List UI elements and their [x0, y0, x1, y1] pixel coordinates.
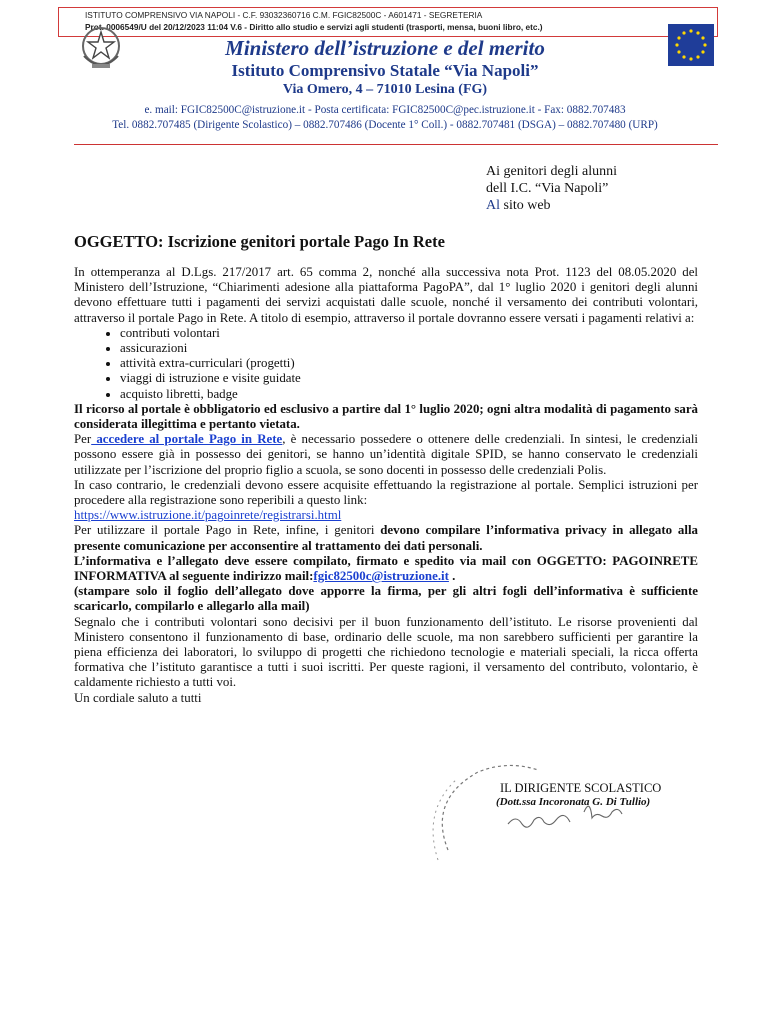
list-item: • attività extra-curriculari (progetti): [120, 356, 698, 371]
recipient-line-2: dell I.C. “Via Napoli”: [486, 181, 609, 196]
contributions-paragraph: Segnalo che i contributi volontari sono decisivi per il buon funzionamento dell’istituto. Le risorse provenienti dal Ministero consentono il funzionamento di base, ordinario delle scuole, ma non sarebbero sufficienti per garantire la piena efficienza dei laboratori, lo sviluppo di progetti che richiedono tecnologie e materiali speciali, la ricca offerta formativa che l’istituto garantisce a tutti i suoi iscritti. Per queste ragioni, il versamento del contributo, volontario, è caldamente richiesto a tutti voi.: [74, 614, 698, 690]
registration-url-link[interactable]: https://www.istruzione.it/pagoinrete/registrarsi.html: [74, 508, 342, 523]
letter-subject: OGGETTO: Iscrizione genitori portale Pago In Rete: [74, 232, 445, 251]
mandatory-notice: Il ricorso al portale è obbligatorio ed esclusivo a partire dal 1° luglio 2020; ogni altra modalità di pagamento sarà considerata illegittima e pertanto vietata.: [74, 401, 698, 432]
credentials-paragraph: Per accedere al portale Pago in Rete, è necessario possedere o ottenere delle credenziali. In sintesi, le credenziali possono essere già in possesso dei genitori, se hanno un’identità digitale SPID, se hanno conservato le credenziali utilizzate per l’iscrizione del proprio figlio a scuola, se sono docenti in possesso delle credenziali Polis.: [74, 432, 698, 477]
list-item: • viaggi di istruzione e visite guidate: [120, 371, 698, 386]
ministry-title: Ministero dell’istruzione e del merito: [225, 36, 545, 60]
intro-paragraph: In ottemperanza al D.Lgs. 217/2017 art. 65 comma 2, nonché alla successiva nota Prot. 1123 del 08.05.2020 del Ministero dell’Istruzione, “Chiarimenti adesione alla piattaforma PagoPA”, dal 1° luglio 2020 i genitori degli alunni devono effettuare tutti i pagamenti dei servizi acquistati dalle scuole, nonché il versamento dei contributi volontari, attraverso il portale Pago in Rete. A titolo di esempio, attraverso il portale dovranno essere versati i pagamenti relativi a:: [74, 265, 698, 325]
school-mail-link[interactable]: fgic82500c@istruzione.it: [313, 569, 449, 584]
recipient-line-3: Al sito web: [486, 198, 551, 213]
contact-tel-line: Tel. 0882.707485 (Dirigente Scolastico) – 0882.707486 (Docente 1° Coll.) - 0882.707481 (DSGA) – 0882.707480 (URP): [112, 119, 658, 131]
registration-paragraph: In caso contrario, le credenziali devono essere acquisite effettuando la registrazione al portale. Semplici istruzioni per procedere alla registrazione sono reperibili a questo link:: [74, 477, 698, 508]
list-item: • assicurazioni: [120, 341, 698, 356]
school-name: Istituto Comprensivo Statale “Via Napoli”: [231, 61, 539, 80]
protocol-stamp: [58, 7, 718, 37]
recipient-line-1: Ai genitori degli alunni: [486, 164, 618, 179]
signatory-title: IL DIRIGENTE SCOLASTICO: [500, 781, 662, 795]
school-address: Via Omero, 4 – 71010 Lesina (FG): [282, 82, 488, 97]
signatory-name: (Dott.ssa Incoronata G. Di Tullio): [496, 796, 651, 808]
list-item: • acquisto libretti, badge: [120, 387, 698, 402]
letter-body: [74, 265, 698, 706]
pago-in-rete-link[interactable]: accedere al portale Pago in Rete: [91, 432, 283, 447]
header-divider: [74, 144, 718, 145]
closing-line: Un cordiale saluto a tutti: [74, 690, 202, 705]
registration-url-line: [74, 508, 698, 523]
print-instructions: (stampare solo il foglio dell’allegato dove apporre la firma, per gli altri fogli dell’informativa è sufficiente scaricarlo, compilarlo e allegarlo alla mail): [74, 584, 698, 614]
school-seal-icon: [418, 760, 708, 870]
privacy-paragraph: Per utilizzare il portale Pago in Rete, infine, i genitori devono compilare l’informativa privacy in allegato alla presente comunicazione per acconsentire al trattamento dei dati personali.: [74, 523, 698, 553]
contact-mail-line: e. mail: FGIC82500C@istruzione.it - Posta certificata: FGIC82500C@pec.istruzione.it - Fax: 0882.707483: [144, 104, 626, 116]
payment-list: [74, 326, 698, 402]
stamp-line-2: Prot. 0006549/U del 20/12/2023 11:04 V.6 - Diritto allo studio e servizi agli studenti (trasporti, mensa, buoni libro, etc.): [85, 22, 543, 32]
recipients-block: [486, 163, 617, 214]
mail-instructions: L’informativa e l’allegato deve essere compilato, firmato e spedito via mail con OGGETTO: PAGOINRETE INFORMATIVA al seguente indirizzo mail:fgic82500c@istruzione.it .: [74, 553, 698, 584]
stamp-line-1: ISTITUTO COMPRENSIVO VIA NAPOLI - C.F. 93032360716 C.M. FGIC82500C - A601471 - SEGRETERIA: [85, 10, 483, 20]
list-item: • contributi volontari: [120, 326, 698, 341]
